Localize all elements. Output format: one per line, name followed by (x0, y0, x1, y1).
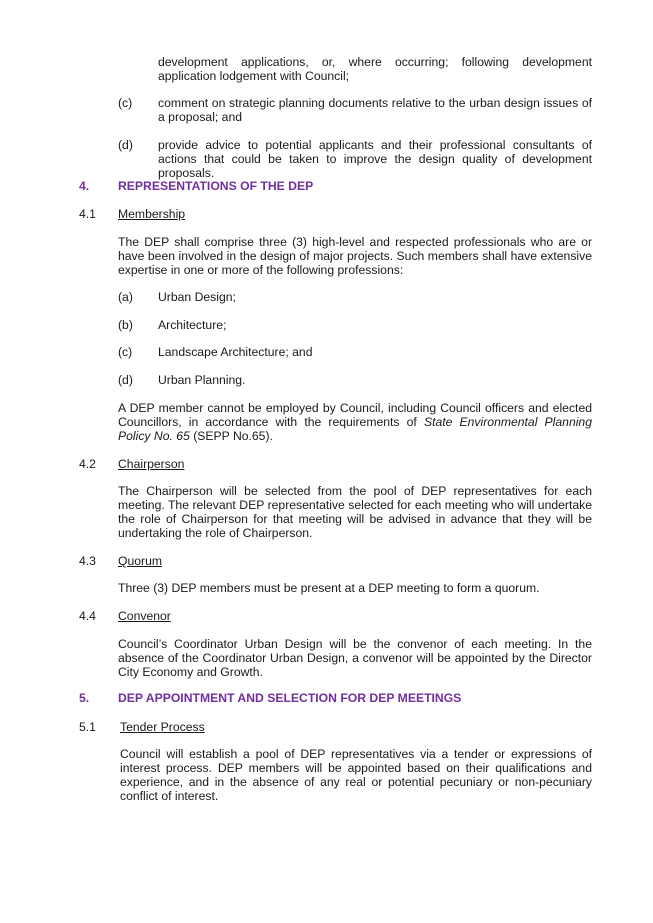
subsection-heading: Quorum (118, 554, 163, 568)
list-label: (d) (118, 373, 133, 387)
chairperson-paragraph: The Chairperson will be selected from the pool of DEP representatives for each meeting. The relevant DEP representative selected for each meeting who will undertake the role of Chairperson for that meeting will be advised in advance that they will be undertaking the role of Chairperson. (118, 484, 592, 540)
subsection-heading: Convenor (118, 609, 171, 623)
subsection-heading: Tender Process (120, 720, 205, 734)
subsection-heading: Membership (118, 207, 186, 221)
section-title: DEP APPOINTMENT AND SELECTION FOR DEP MEETINGS (118, 691, 462, 705)
subsection-number: 4.4 (79, 609, 96, 623)
list-item-text: Urban Planning. (158, 373, 246, 387)
section-number: 4. (79, 179, 90, 193)
list-item-text: comment on strategic planning documents relative to the urban design issues of a proposal; and (158, 96, 592, 124)
subsection-number: 4.1 (79, 207, 96, 221)
employment-text-end: (SEPP No.65). (189, 429, 273, 443)
policy-name: State Environmental Planning Policy No. 65 (118, 415, 592, 443)
list-label: (a) (118, 290, 133, 304)
list-label: (c) (118, 345, 133, 359)
subsection-number: 4.2 (79, 457, 96, 471)
list-item-text: Architecture; (158, 318, 227, 332)
subsection-heading: Chairperson (118, 457, 185, 471)
tender-paragraph: Council will establish a pool of DEP representatives via a tender or expressions of interest process. DEP members will be appointed based on their qualifications and experience, and in the absence of any real or potential pecuniary or non-pecuniary conflict of interest. (120, 747, 592, 803)
continuation-paragraph: development applications, or, where occurring; following development application lodgement with Council; (158, 55, 592, 83)
quorum-paragraph: Three (3) DEP members must be present at a DEP meeting to form a quorum. (118, 581, 540, 595)
convenor-paragraph: Council’s Coordinator Urban Design will be the convenor of each meeting. In the absence of the Coordinator Urban Design, a convenor will be appointed by the Director City Economy and Growth. (118, 637, 592, 679)
section-title: REPRESENTATIONS OF THE DEP (118, 179, 314, 193)
list-item-text: Urban Design; (158, 290, 236, 304)
list-item-text: provide advice to potential applicants and their professional consultants of actions that could be taken to improve the design quality of development proposals. (158, 138, 592, 180)
section-number: 5. (79, 691, 90, 705)
list-item-text: Landscape Architecture; and (158, 345, 313, 359)
subsection-number: 5.1 (79, 720, 96, 734)
employment-text: A DEP member cannot be employed by Council, including Council officers and elected Councillors, in accordance with the requirements of (118, 401, 592, 429)
list-label: (c) (118, 96, 133, 110)
list-label: (b) (118, 318, 133, 332)
list-label: (d) (118, 138, 133, 152)
membership-paragraph: The DEP shall comprise three (3) high-level and respected professionals who are or have been involved in the design of major projects. Such members shall have extensive expertise in one or more of the following professions: (118, 235, 592, 277)
employment-paragraph (118, 401, 592, 443)
subsection-number: 4.3 (79, 554, 96, 568)
